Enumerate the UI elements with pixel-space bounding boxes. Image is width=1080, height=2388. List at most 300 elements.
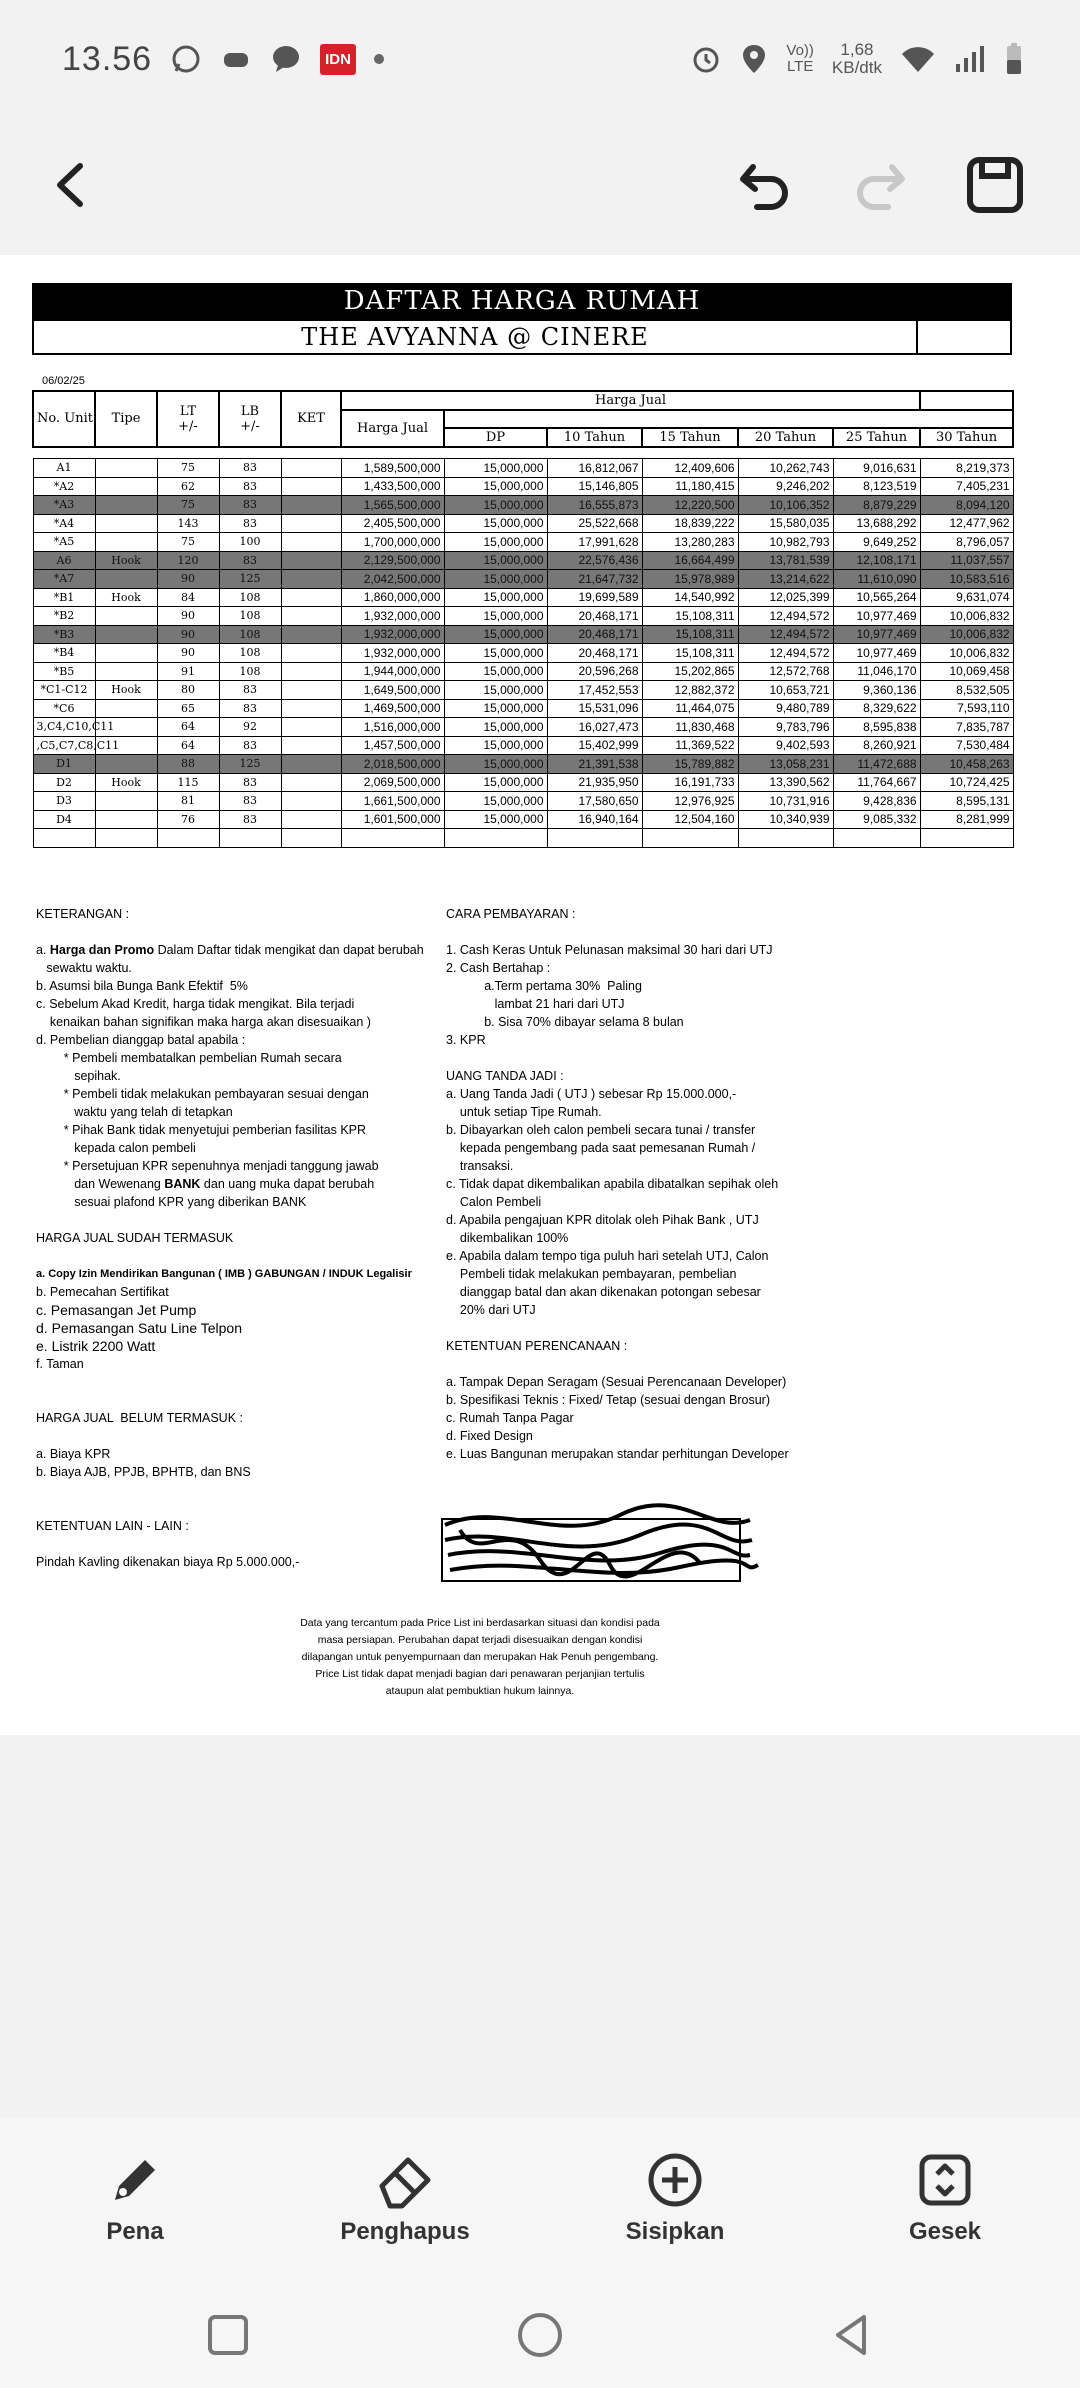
signature-scribble (440, 1505, 760, 1585)
cell-t30: 8,532,505 (920, 681, 1013, 700)
cell-t10: 20,468,171 (547, 644, 642, 663)
cell-tipe: Hook (95, 773, 157, 792)
cell-t20: 13,390,562 (738, 773, 833, 792)
cell-tipe: Hook (95, 588, 157, 607)
cell-lt: 115 (157, 773, 219, 792)
cell-t10: 20,468,171 (547, 625, 642, 644)
cell-tipe (95, 662, 157, 681)
doc-subtitle-row (32, 319, 1012, 355)
cell-t30: 10,458,263 (920, 755, 1013, 774)
cell-harga: 1,932,000,000 (341, 607, 444, 626)
cell-lt: 90 (157, 607, 219, 626)
cell-tipe (95, 459, 157, 478)
table-row (33, 551, 1013, 570)
cell-t25: 9,016,631 (833, 459, 920, 478)
cell-t30: 10,006,832 (920, 644, 1013, 663)
cell-harga: 1,932,000,000 (341, 644, 444, 663)
cell-tipe (95, 514, 157, 533)
cell-lb: 83 (219, 773, 281, 792)
cell-ket (281, 514, 341, 533)
cell-t30: 9,631,074 (920, 588, 1013, 607)
cell-t10: 21,935,950 (547, 773, 642, 792)
cell-dp: 15,000,000 (444, 644, 547, 663)
cell-lt: 80 (157, 681, 219, 700)
add-circle-icon (647, 2152, 703, 2208)
cell-lt: 143 (157, 514, 219, 533)
cell-t15: 16,191,733 (642, 773, 738, 792)
notes-right: CARA PEMBAYARAN : 1. Cash Keras Untuk Pelunasan maksimal 30 hari dari UTJ 2. Cash Bertahap : a.Term pertama 30% Paling lambat 21 hari dari UTJ b. Sisa 70% dibayar selama 8 bulan 3. KPR UANG TANDA JADI : a. Uang Tanda Jadi ( UTJ ) sebesar Rp 15.000.000,- untuk setiap Tipe Rumah. b. Dibayarkan oleh calon pembeli secara tunai / transfer kepada pengembang pada saat pemesanan Rumah / transaksi. c. Tidak dapat dikembalikan apabila dibatalkan sepihak oleh Calon Pembeli d. Apabila pengajuan KPR ditolak oleh Pihak Bank , UTJ dikembalikan 100% e. Apabila dalam tempo tiga puluh hari setelah UTJ, Calon Pembeli tidak melakukan pembayaran, pembelian dianggap batal dan akan dikenakan potongan sebesar 20% dari UTJ KETENTUAN PERENCANAAN : a. Tampak Depan Seragam (Sesuai Perencanaan Developer) b. Spesifikasi Teknis : Fixed/ Tetap (sesuai dengan Brosur) c. Rumah Tanpa Pagar d. Fixed Design e. Luas Bangunan merupakan standar perhitungan Developer (446, 905, 866, 1463)
cell-ket (281, 755, 341, 774)
cell-t20: 10,262,743 (738, 459, 833, 478)
cell-t20: 10,653,721 (738, 681, 833, 700)
undo-icon (735, 155, 795, 215)
cell-unit: A6 (33, 551, 95, 570)
header-ket: KET (281, 391, 341, 447)
table-row (33, 810, 1013, 829)
cell-t10: 20,468,171 (547, 607, 642, 626)
cell-t20: 12,572,768 (738, 662, 833, 681)
cell-lb: 83 (219, 792, 281, 811)
cell-lb: 83 (219, 459, 281, 478)
cell-unit: ,C5,C7,C8,C11 (33, 736, 95, 755)
cell-t25: 8,260,921 (833, 736, 920, 755)
cell-t25: 11,610,090 (833, 570, 920, 589)
cell-harga: 1,860,000,000 (341, 588, 444, 607)
cell-tipe (95, 755, 157, 774)
cell-t25: 13,688,292 (833, 514, 920, 533)
cell-dp: 15,000,000 (444, 551, 547, 570)
table-row (33, 477, 1013, 496)
cell-lb: 108 (219, 588, 281, 607)
cell-lt: 91 (157, 662, 219, 681)
header-harga-jual-group: Harga Jual (341, 391, 920, 410)
cell-ket (281, 681, 341, 700)
cell-dp: 15,000,000 (444, 736, 547, 755)
cell-t25: 8,123,519 (833, 477, 920, 496)
cell-t25: 10,977,469 (833, 644, 920, 663)
cell-ket (281, 477, 341, 496)
header-lt: LT +/- (157, 391, 219, 447)
cell-t30: 8,796,057 (920, 533, 1013, 552)
cell-lb: 83 (219, 681, 281, 700)
cell-t25: 11,472,688 (833, 755, 920, 774)
cell-unit: *B2 (33, 607, 95, 626)
penghapus-button[interactable]: Penghapus (335, 2118, 475, 2280)
cell-tipe (95, 810, 157, 829)
cell-unit: *A4 (33, 514, 95, 533)
header-no-unit: No. Unit (33, 391, 95, 447)
more-notifications-dot (374, 54, 384, 64)
cell-t20: 13,781,539 (738, 551, 833, 570)
cell-t15: 12,504,160 (642, 810, 738, 829)
cell-t30: 10,069,458 (920, 662, 1013, 681)
cell-t15: 14,540,992 (642, 588, 738, 607)
cell-lb: 83 (219, 810, 281, 829)
bottom-tool-bar (0, 2118, 1080, 2280)
cell-lt: 90 (157, 644, 219, 663)
table-row (33, 773, 1013, 792)
save-icon (966, 156, 1024, 214)
footer-disclaimer: Data yang tercantum pada Price List ini berdasarkan situasi dan kondisi pada masa persiapan. Perubahan dapat terjadi disesuaikan dengan kondisi dilapangan untuk penyempurnaan dan merupakan Hak Penuh pengembang. Price List tidak dapat menjadi bagian dari penawaran perjanjian tertulis ataupun alat pembuktian hukum lainnya. (300, 1617, 660, 1697)
cell-t15: 11,830,468 (642, 718, 738, 737)
data-speed: 1,68 KB/dtk (831, 40, 882, 77)
cell-lt: 64 (157, 736, 219, 755)
cell-t15: 15,108,311 (642, 607, 738, 626)
table-row (33, 662, 1013, 681)
price-table-body (33, 459, 1013, 848)
home-button[interactable] (510, 2305, 570, 2365)
cell-t10: 16,812,067 (547, 459, 642, 478)
tanda-jadi-heading: UANG TANDA JADI : (446, 1069, 564, 1083)
cell-t20: 12,494,572 (738, 644, 833, 663)
idn-app-badge: IDN (320, 44, 356, 75)
cell-lb: 83 (219, 514, 281, 533)
cell-harga: 2,042,500,000 (341, 570, 444, 589)
cell-unit: *C1-C12 (33, 681, 95, 700)
cell-tipe (95, 496, 157, 515)
cell-ket (281, 551, 341, 570)
cell-harga: 1,565,500,000 (341, 496, 444, 515)
header-lb: LB +/- (219, 391, 281, 447)
cell-dp: 15,000,000 (444, 496, 547, 515)
cell-ket (281, 718, 341, 737)
cell-t10: 16,027,473 (547, 718, 642, 737)
cell-t25: 9,649,252 (833, 533, 920, 552)
cell-ket (281, 810, 341, 829)
cell-harga: 1,516,000,000 (341, 718, 444, 737)
cell-ket (281, 773, 341, 792)
header-20-tahun: 20 Tahun (738, 428, 833, 447)
cell-t15: 11,464,075 (642, 699, 738, 718)
cell-t20: 9,402,593 (738, 736, 833, 755)
cell-dp: 15,000,000 (444, 570, 547, 589)
table-row (33, 718, 1013, 737)
lain-heading: KETENTUAN LAIN - LAIN : (36, 1519, 189, 1533)
recent-apps-icon (206, 2313, 250, 2357)
cell-unit: *A7 (33, 570, 95, 589)
cell-ket (281, 644, 341, 663)
cell-t30: 11,037,557 (920, 551, 1013, 570)
cell-t15: 12,882,372 (642, 681, 738, 700)
cell-unit: D4 (33, 810, 95, 829)
cell-t15: 11,180,415 (642, 477, 738, 496)
header-15-tahun: 15 Tahun (642, 428, 738, 447)
keterangan-heading: KETERANGAN : (36, 907, 130, 921)
table-row (33, 607, 1013, 626)
cell-lt: 75 (157, 496, 219, 515)
cell-t20: 12,494,572 (738, 607, 833, 626)
cell-t25: 9,360,136 (833, 681, 920, 700)
cell-unit: *A5 (33, 533, 95, 552)
cell-dp: 15,000,000 (444, 773, 547, 792)
cell-unit: D3 (33, 792, 95, 811)
chat-icon (270, 43, 302, 75)
cell-t10: 16,555,873 (547, 496, 642, 515)
cell-lt: 76 (157, 810, 219, 829)
cell-t10: 19,699,589 (547, 588, 642, 607)
gesek-button[interactable]: Gesek (885, 2118, 1005, 2280)
cell-t30: 10,006,832 (920, 625, 1013, 644)
whatsapp-icon (170, 43, 202, 75)
cell-ket (281, 533, 341, 552)
cell-t10: 16,940,164 (547, 810, 642, 829)
cell-dp: 15,000,000 (444, 477, 547, 496)
redo-icon (850, 155, 910, 215)
cell-ket (281, 792, 341, 811)
belum-termasuk-heading: HARGA JUAL BELUM TERMASUK : (36, 1411, 243, 1425)
back-button[interactable] (30, 135, 110, 235)
cell-unit: *C6 (33, 699, 95, 718)
cara-bayar-heading: CARA PEMBAYARAN : (446, 907, 576, 921)
cell-ket (281, 662, 341, 681)
cell-t20: 10,731,916 (738, 792, 833, 811)
cell-t25: 10,977,469 (833, 607, 920, 626)
table-row (33, 459, 1013, 478)
cell-lt: 81 (157, 792, 219, 811)
cell-t25: 12,108,171 (833, 551, 920, 570)
cell-t15: 12,220,500 (642, 496, 738, 515)
cell-t10: 17,452,553 (547, 681, 642, 700)
cell-t20: 15,580,035 (738, 514, 833, 533)
cell-tipe (95, 792, 157, 811)
cell-unit: *B4 (33, 644, 95, 663)
cell-t30: 8,094,120 (920, 496, 1013, 515)
cell-tipe (95, 644, 157, 663)
cell-unit: *B1 (33, 588, 95, 607)
cell-lb: 92 (219, 718, 281, 737)
cell-lt: 65 (157, 699, 219, 718)
table-row (33, 792, 1013, 811)
cell-tipe (95, 570, 157, 589)
cell-tipe (95, 533, 157, 552)
cell-harga: 1,601,500,000 (341, 810, 444, 829)
cell-t30: 8,595,131 (920, 792, 1013, 811)
cell-ket (281, 625, 341, 644)
cell-t15: 12,409,606 (642, 459, 738, 478)
location-icon (740, 43, 768, 75)
editor-toolbar (0, 135, 1080, 235)
cell-lt: 90 (157, 570, 219, 589)
table-row (33, 533, 1013, 552)
cell-lb: 108 (219, 662, 281, 681)
cell-harga: 1,661,500,000 (341, 792, 444, 811)
cell-t15: 16,664,499 (642, 551, 738, 570)
cell-dp: 15,000,000 (444, 699, 547, 718)
cell-t25: 8,595,838 (833, 718, 920, 737)
cell-t20: 12,494,572 (738, 625, 833, 644)
cell-t25: 11,764,667 (833, 773, 920, 792)
header-dp: DP (444, 428, 547, 447)
cell-dp: 15,000,000 (444, 607, 547, 626)
cell-ket (281, 496, 341, 515)
cell-t10: 15,531,096 (547, 699, 642, 718)
cell-t25: 8,879,229 (833, 496, 920, 515)
back-arrow-icon (50, 160, 90, 210)
cell-t20: 9,480,789 (738, 699, 833, 718)
cell-t10: 20,596,268 (547, 662, 642, 681)
header-30-tahun: 30 Tahun (920, 428, 1013, 447)
table-row (33, 625, 1013, 644)
cell-t20: 10,106,352 (738, 496, 833, 515)
table-row (33, 736, 1013, 755)
cell-lt: 62 (157, 477, 219, 496)
cell-t30: 8,281,999 (920, 810, 1013, 829)
cell-unit: D1 (33, 755, 95, 774)
table-row (33, 699, 1013, 718)
cell-t10: 15,146,805 (547, 477, 642, 496)
header-10-tahun: 10 Tahun (547, 428, 642, 447)
cell-lb: 125 (219, 570, 281, 589)
cell-t15: 11,369,522 (642, 736, 738, 755)
cell-t10: 15,402,999 (547, 736, 642, 755)
swipe-icon (917, 2152, 973, 2208)
cell-unit: 3,C4,C10,C11 (33, 718, 95, 737)
perencanaan-heading: KETENTUAN PERENCANAAN : (446, 1339, 628, 1353)
document-page[interactable] (0, 255, 1080, 1735)
cell-t30: 8,219,373 (920, 459, 1013, 478)
cell-t10: 25,522,668 (547, 514, 642, 533)
cell-harga: 1,469,500,000 (341, 699, 444, 718)
cell-t10: 17,991,628 (547, 533, 642, 552)
cell-harga: 1,433,500,000 (341, 477, 444, 496)
cell-harga: 1,932,000,000 (341, 625, 444, 644)
alarm-icon (690, 43, 722, 75)
cell-t25: 8,329,622 (833, 699, 920, 718)
cell-ket (281, 736, 341, 755)
cell-ket (281, 459, 341, 478)
cell-t30: 7,835,787 (920, 718, 1013, 737)
cell-unit: *B5 (33, 662, 95, 681)
table-row (33, 514, 1013, 533)
cell-t30: 10,006,832 (920, 607, 1013, 626)
cell-harga: 1,944,000,000 (341, 662, 444, 681)
cell-lb: 83 (219, 699, 281, 718)
cell-t30: 7,593,110 (920, 699, 1013, 718)
cell-t10: 21,391,538 (547, 755, 642, 774)
cell-t15: 13,280,283 (642, 533, 738, 552)
wifi-icon (900, 44, 936, 74)
cell-lb: 125 (219, 755, 281, 774)
cell-harga: 2,018,500,000 (341, 755, 444, 774)
cell-t25: 9,428,836 (833, 792, 920, 811)
cell-harga: 2,069,500,000 (341, 773, 444, 792)
cell-t20: 10,982,793 (738, 533, 833, 552)
termasuk-heading: HARGA JUAL SUDAH TERMASUK (36, 1231, 234, 1245)
table-row (33, 644, 1013, 663)
cell-harga: 1,649,500,000 (341, 681, 444, 700)
save-button[interactable] (955, 135, 1035, 235)
doc-subtitle: THE AVYANNA @ CINERE (34, 321, 918, 353)
cell-dp: 15,000,000 (444, 792, 547, 811)
table-row (33, 755, 1013, 774)
cell-harga: 2,405,500,000 (341, 514, 444, 533)
cell-dp: 15,000,000 (444, 514, 547, 533)
cell-harga: 2,129,500,000 (341, 551, 444, 570)
header-25-tahun: 25 Tahun (833, 428, 920, 447)
cell-t20: 9,246,202 (738, 477, 833, 496)
cell-t15: 15,789,882 (642, 755, 738, 774)
cell-ket (281, 588, 341, 607)
cell-ket (281, 699, 341, 718)
status-time: 13.56 (62, 39, 153, 78)
cell-dp: 15,000,000 (444, 810, 547, 829)
cell-lt: 120 (157, 551, 219, 570)
pena-button[interactable]: Pena (70, 2118, 200, 2280)
cell-tipe (95, 607, 157, 626)
battery-icon (1004, 42, 1024, 76)
cell-harga: 1,700,000,000 (341, 533, 444, 552)
cell-dp: 15,000,000 (444, 718, 547, 737)
header-tipe: Tipe (95, 391, 157, 447)
cell-t30: 10,724,425 (920, 773, 1013, 792)
table-row (33, 496, 1013, 515)
cell-harga: 1,457,500,000 (341, 736, 444, 755)
notes-left: KETERANGAN : a. Harga dan Promo Dalam Daftar tidak mengikat dan dapat berubah sewaktu waktu. b. Asumsi bila Bunga Bank Efektif 5% c. Sebelum Akad Kredit, harga tidak mengikat. Bila terjadi kenaikan bahan signifikan maka harga akan disesuaikan ) d. Pembelian dianggap batal apabila : * Pembeli membatalkan pembelian Rumah secara sepihak. * Pembeli tidak melakukan pembayaran sesuai dengan waktu yang telah di tetapkan * Pihak Bank tidak menyetujui pemberian fasilitas KPR kepada calon pembeli * Persetujuan KPR sepenuhnya menjadi tanggung jawab dan Wewenang BANK dan uang muka dapat berubah sesuai plafond KPR yang diberikan BANK HARGA JUAL SUDAH TERMASUK a. Copy Izin Mendirikan Bangunan ( IMB ) GABUNGAN / INDUK Legalisir b. Pemecahan Sertifikat c. Pemasangan Jet Pump d. Pemasangan Satu Line Telpon e. Listrik 2200 Watt f. Taman HARGA JUAL BELUM TERMASUK : a. Biaya KPR b. Biaya AJB, PPJB, BPHTB, dan BNS KETENTUAN LAIN - LAIN : Pindah Kavling dikenakan biaya Rp 5.000.000,- (36, 905, 446, 1571)
cell-lt: 75 (157, 533, 219, 552)
cell-dp: 15,000,000 (444, 459, 547, 478)
cell-lb: 83 (219, 736, 281, 755)
signal-icon (954, 44, 986, 74)
cell-t10: 21,647,732 (547, 570, 642, 589)
cell-unit: D2 (33, 773, 95, 792)
cell-ket (281, 570, 341, 589)
cell-t30: 7,405,231 (920, 477, 1013, 496)
cell-unit: A1 (33, 459, 95, 478)
cell-dp: 15,000,000 (444, 588, 547, 607)
cell-lb: 83 (219, 477, 281, 496)
back-triangle-icon (830, 2313, 874, 2357)
cell-lt: 88 (157, 755, 219, 774)
cell-t20: 13,214,622 (738, 570, 833, 589)
recent-apps-button[interactable] (198, 2305, 258, 2365)
table-row (33, 681, 1013, 700)
doc-date: 06/02/25 (42, 375, 85, 387)
cell-harga: 1,589,500,000 (341, 459, 444, 478)
undo-button[interactable] (725, 135, 805, 235)
cell-t30: 10,583,516 (920, 570, 1013, 589)
cell-unit: *A2 (33, 477, 95, 496)
cell-t20: 9,783,796 (738, 718, 833, 737)
cell-unit: *A3 (33, 496, 95, 515)
cell-lb: 108 (219, 607, 281, 626)
system-nav-bar (0, 2280, 1080, 2388)
cell-t20: 13,058,231 (738, 755, 833, 774)
cell-lb: 108 (219, 625, 281, 644)
price-table (32, 390, 1014, 848)
cell-tipe (95, 625, 157, 644)
cell-dp: 15,000,000 (444, 755, 547, 774)
cell-t30: 12,477,962 (920, 514, 1013, 533)
network-type: Vo)) LTE (786, 42, 814, 75)
status-bar (0, 0, 1080, 118)
cell-lt: 84 (157, 588, 219, 607)
cell-lt: 75 (157, 459, 219, 478)
cell-dp: 15,000,000 (444, 681, 547, 700)
cell-lb: 83 (219, 496, 281, 515)
cell-lb: 83 (219, 551, 281, 570)
cell-tipe: Hook (95, 551, 157, 570)
cell-tipe (95, 477, 157, 496)
back-nav-button[interactable] (822, 2305, 882, 2365)
cell-t25: 11,046,170 (833, 662, 920, 681)
keterangan-a: a. Harga dan Promo Dalam Daftar tidak mengikat dan dapat berubah (36, 943, 424, 957)
sisipkan-button[interactable]: Sisipkan (615, 2118, 735, 2280)
cell-t15: 15,108,311 (642, 644, 738, 663)
cell-lb: 100 (219, 533, 281, 552)
cell-lb: 108 (219, 644, 281, 663)
redo-button[interactable] (840, 135, 920, 235)
game-icon (220, 43, 252, 75)
